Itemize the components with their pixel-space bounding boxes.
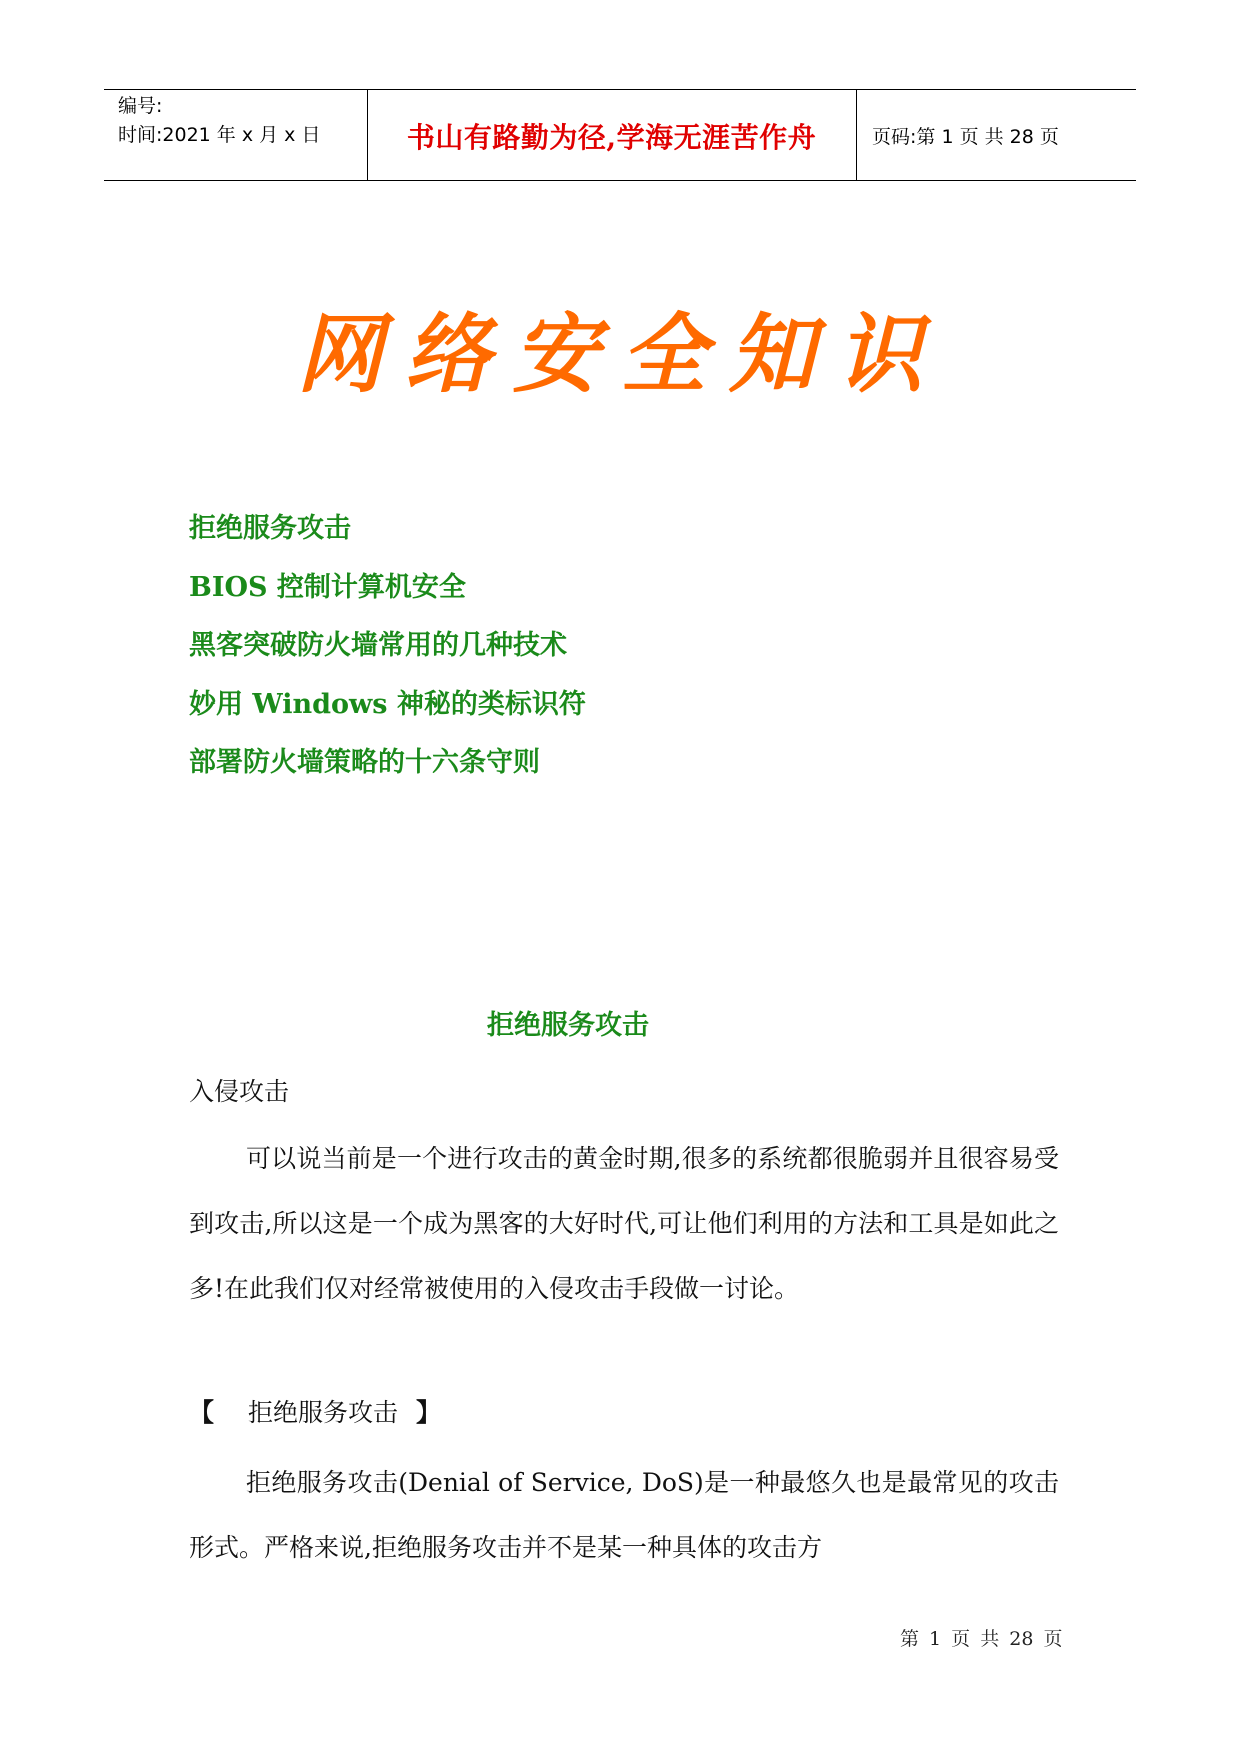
toc-item[interactable]: 黑客突破防火墙常用的几种技术 — [189, 630, 567, 661]
bracket-heading-text: 拒绝服务攻击 — [248, 1398, 399, 1427]
document-header — [104, 89, 1136, 181]
time-label: 时间:2021 年 x 月 x 日 — [118, 124, 321, 146]
table-of-contents — [189, 512, 586, 805]
toc-item[interactable]: 妙用 Windows 神秘的类标识符 — [189, 688, 586, 720]
toc-item[interactable]: BIOS 控制计算机安全 — [189, 571, 466, 603]
right-bracket: 】 — [416, 1398, 442, 1427]
document-title: 网络安全知识 — [296, 304, 945, 405]
header-divider — [856, 90, 857, 180]
section-title: 拒绝服务攻击 — [487, 1010, 649, 1041]
paragraph: 拒绝服务攻击(Denial of Service, DoS)是一种最悠久也是最常见的攻击形式。严格来说,拒绝服务攻击并不是某一种具体的攻击方 — [189, 1468, 1059, 1562]
page-code: 页码:第 1 页 共 28 页 — [872, 126, 1059, 148]
bracket-heading — [189, 1393, 1059, 1429]
page-footer: 第 1 页 共 28 页 — [900, 1628, 1063, 1650]
toc-item[interactable]: 部署防火墙策略的十六条守则 — [189, 747, 540, 778]
header-info — [118, 92, 320, 150]
toc-item[interactable]: 拒绝服务攻击 — [189, 513, 351, 544]
number-label: 编号: — [118, 95, 163, 117]
subheading: 入侵攻击 — [189, 1077, 290, 1106]
left-bracket: 【 — [189, 1398, 215, 1427]
paragraph: 可以说当前是一个进行攻击的黄金时期,很多的系统都很脆弱并且很容易受到攻击,所以这是一个成为黑客的大好时代,可让他们利用的方法和工具是如此之多!在此我们仅对经常被使用的入侵攻击手段做一讨论。 — [189, 1144, 1059, 1303]
motto: 书山有路勤为径,学海无涯苦作舟 — [406, 121, 817, 154]
